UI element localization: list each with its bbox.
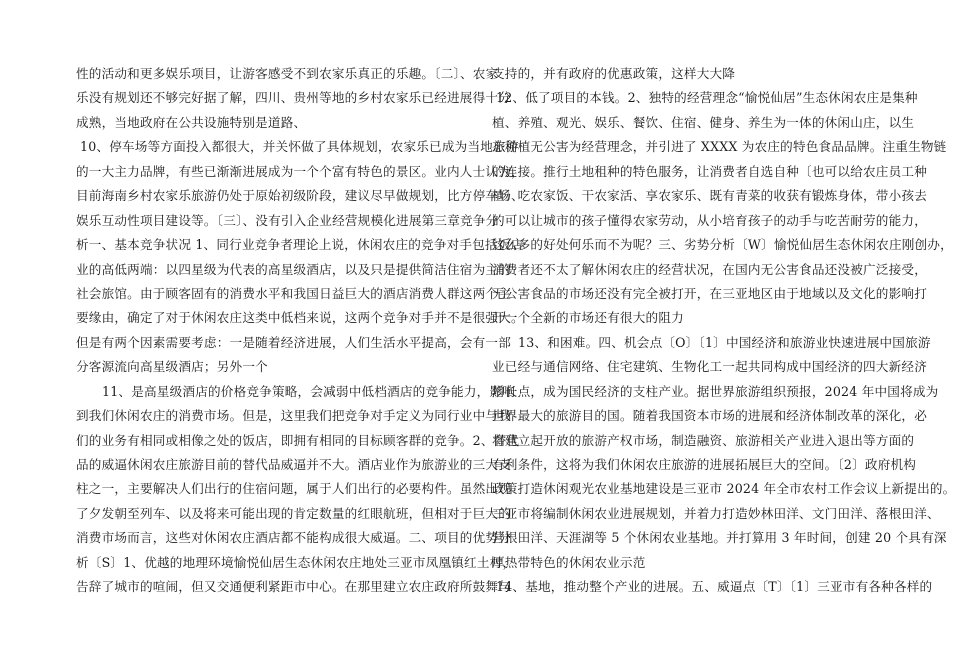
right-text-column [492, 62, 955, 600]
text-line: 支持的，并有政府的优惠政策，这样大大降 [492, 66, 736, 81]
text-line: 品的威逼休闲农庄旅游目前的替代品威逼并不大。酒店业作为旅游业的三大支 [76, 457, 511, 472]
text-line: 成熟，当地政府在公共设施特别是道路、 [76, 114, 307, 130]
text-line: 的连接。推行土地租种的特色服务，让消费者自选自种〔也可以给农庄员工种 [492, 163, 927, 179]
text-line: 政策打造休闲观光农业基地建设是三亚市 2024 年全市农村工作会议上新提出的。 [492, 481, 955, 497]
text-line: 告辞了城市的喧闹，但又交通便利紧距市中心。在那里建立农庄政府所鼓舞与 [76, 579, 511, 595]
text-line: 娱乐互动性项目建设等。〔三〕、没有引入企业经营规模化进展第三章竞争分 [76, 212, 499, 228]
text-line: 析一、基本竞争状况 1、同行业竞争者理论上说，休闲农庄的竞争对手包括饭店 [76, 237, 524, 253]
text-line: 无公害食品的市场还没有完全被打开，在三亚地区由于地域以及文化的影响打 [492, 285, 927, 301]
text-line: 12、低了项目的本钱。2、独特的经营理念“愉悦仙居”生态休闲农庄是集种 [496, 90, 918, 106]
text-line: 的可以让城市的孩子懂得农家劳动，从小培育孩子的动手与吃苦耐劳的能力， [492, 212, 927, 228]
text-line: 业已经与通信网络、住宅建筑、生物化工一起共同构成中国经济的四大新经济 [492, 359, 927, 375]
text-line: 态种植无公害为经营理念，并引进了 XXXX 为农庄的特色食品品牌。注重生物链 [492, 139, 947, 155]
text-line: 开一个全新的市场还有很大的阻力 [492, 310, 684, 326]
text-line: 将建立起开放的旅游产权市场，制造融资、旅游相关产业进入退出等方面的 [492, 432, 915, 448]
text-line: 消费者还不太了解休闲农庄的经营状况，在国内无公害食品还没被广泛接受， [492, 261, 927, 277]
text-line: 这么多的好处何乐而不为呢？三、劣势分析〔W〕愉悦仙居生态休闲农庄刚创办， [492, 237, 953, 253]
text-line: 们的业务有相同或相像之处的饭店，即拥有相同的目标顾客群的竞争。2、替代 [76, 432, 520, 448]
text-line: 分客源流向高星级酒店；另外一个 [76, 359, 268, 375]
text-line: 三亚市将编制休闲农业进展规划，并着力打造妙林田洋、文门田洋、落根田洋、 [492, 505, 940, 521]
text-line: 有利条件，这将为我们休闲农庄旅游的进展拓展巨大的空间。〔2〕政府机构 [492, 457, 917, 472]
text-line: 到我们休闲农庄的消费市场。但是，这里我们把竞争对手定义为同行业中与我 [76, 408, 511, 424]
text-line: 性的活动和更多娱乐项目，让游客感受不到农家乐真正的乐趣。〔二〕、农家 [76, 66, 499, 81]
text-line: 但是有两个因素需要考虑：一是随着经济进展，人们生活水平提高，会有一部 [76, 334, 511, 350]
left-text-column [76, 62, 524, 600]
text-line: 10、停车场等方面投入都很大，并关怀做了具体规划，农家乐已成为当地旅游 [80, 139, 519, 155]
text-line: 植〕吃农家饭、干农家活、享农家乐、既有青菜的收获有锻炼身体，带小孩去 [492, 188, 927, 204]
text-line: 了夕发朝至列车、以及将来可能出现的肯定数量的红眼航班，但相对于巨大的 [76, 505, 511, 521]
text-line: 业的高低两端：以四星级为代表的高星级酒店，以及只是提供简洁住宿为主的 [76, 261, 511, 277]
text-line: 乐没有规划还不够完好据了解，四川、贵州等地的乡村农家乐已经进展得十分 [76, 90, 511, 106]
text-line: 的一大主力品牌，有些已渐渐进展成为一个个富有特色的景区。业内人士认为， [76, 163, 524, 179]
text-line: 析〔S〕1、优越的地理环境愉悦仙居生态休闲农庄地处三亚市凤凰镇红土村， [76, 554, 516, 570]
text-line: 目前海南乡村农家乐旅游仍处于原始初级阶段，建议尽早做规划，比方停车场、 [76, 188, 524, 204]
text-line: 要缘由，确定了对于休闲农庄这类中低档来说，这两个竞争对手并不是很强大。 [76, 310, 524, 326]
text-line: 厚热带特色的休闲农业示范 [492, 554, 646, 570]
text-line: 植、养殖、观光、娱乐、餐饮、住宿、健身、养生为一体的休闲山庄，以生 [492, 114, 915, 130]
text-line: 11、是高星级酒店的价格竞争策略，会减弱中低档酒店的竞争能力，影响 [102, 383, 516, 399]
text-line: 消费市场而言，这些对休闲农庄酒店都不能构成很大威逼。二、项目的优势分 [76, 530, 511, 546]
text-line: 营根田洋、天涯湖等 5 个休闲农业基地。并打算用 3 年时间，创建 20 个具有深 [492, 530, 947, 546]
text-line: 增长点，成为国民经济的支柱产业。据世界旅游组织预报，2024 年中国将成为 [492, 383, 939, 399]
text-line: 世界最大的旅游目的国。随着我国资本市场的进展和经济体制改革的深化，必 [492, 408, 927, 424]
text-line: 14、基地，推动整个产业的进展。五、威逼点〔T〕〔1〕三亚市有各种各样的 [496, 579, 933, 595]
text-line: 柱之一，主要解决人们出行的住宿问题，属于人们出行的必要构件。虽然出现 [76, 481, 511, 497]
text-line: 社会旅馆。由于顾客固有的消费水平和我国日益巨大的酒店消费人群这两个主 [76, 285, 511, 301]
text-line: 13、和困难。四、机会点〔O〕〔1〕中国经济和旅游业快速进展中国旅游 [518, 334, 931, 350]
